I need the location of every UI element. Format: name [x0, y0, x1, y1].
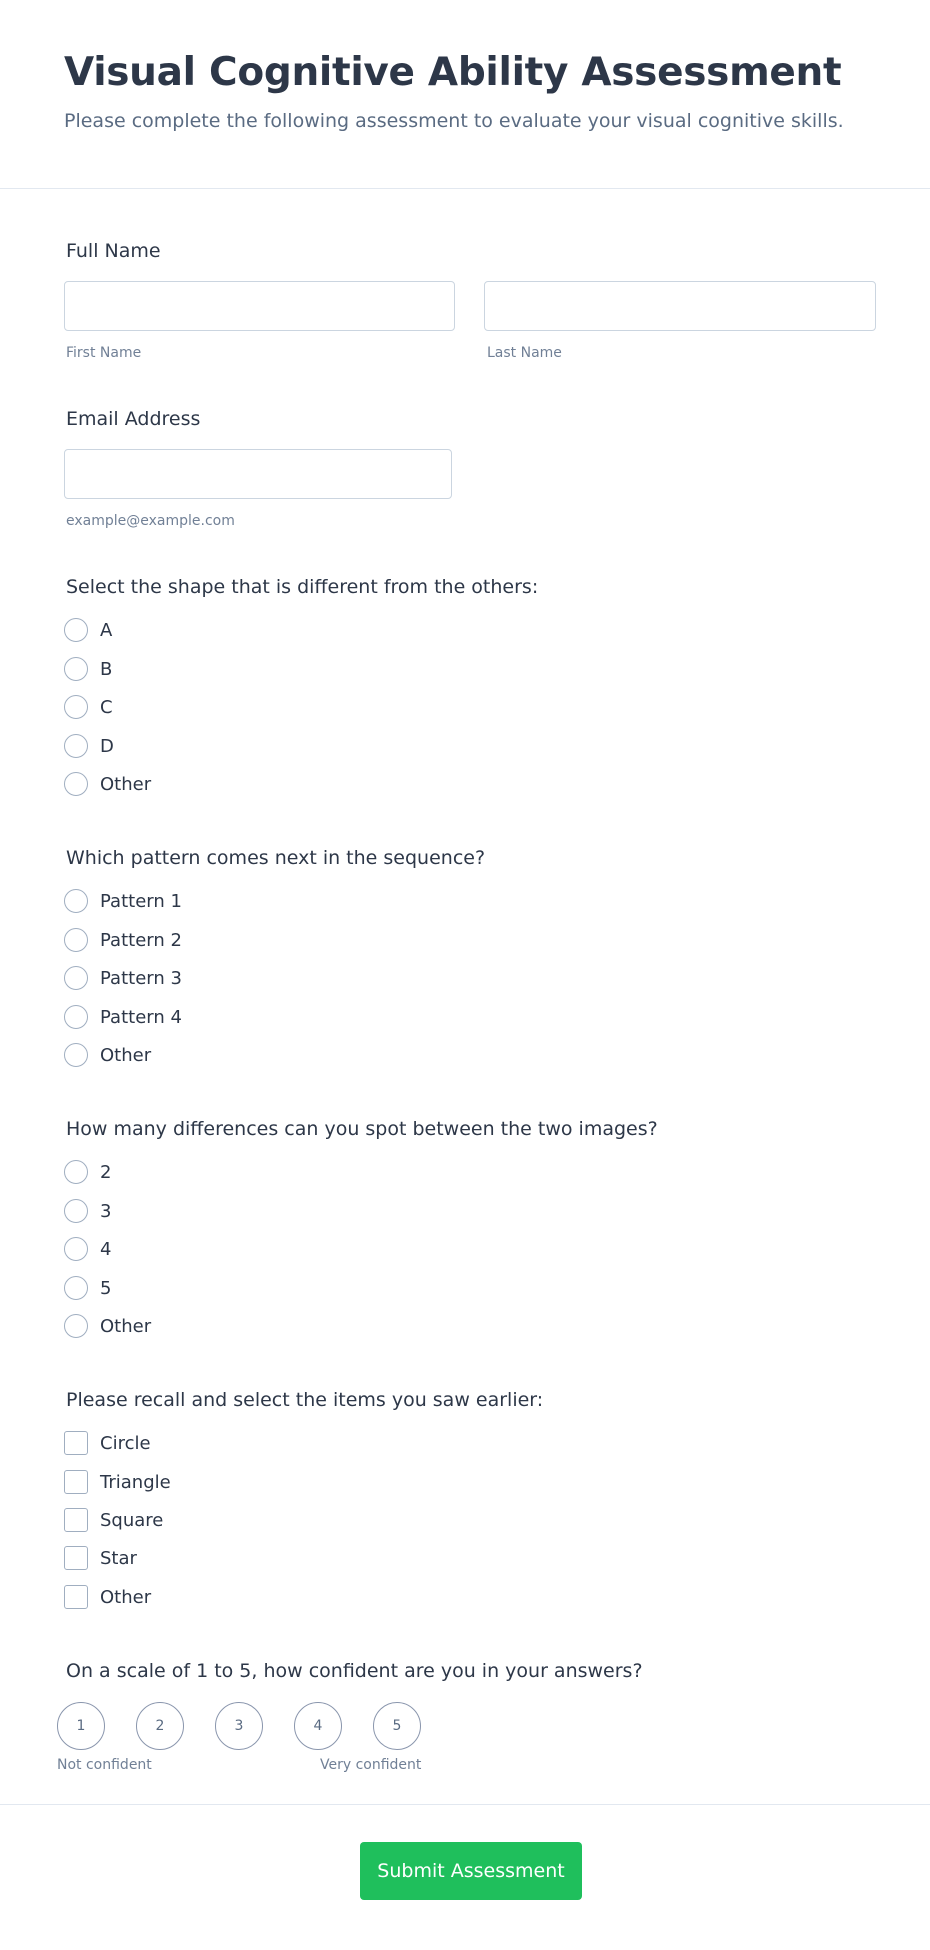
radio-button[interactable]: [64, 772, 88, 796]
q2-option-4[interactable]: [64, 1004, 464, 1030]
option-label: Other: [100, 1315, 152, 1337]
scale-min-caption: Not confident: [57, 1757, 152, 1773]
scale-option-3[interactable]: 3: [215, 1702, 263, 1750]
option-label: 4: [100, 1238, 112, 1260]
option-label: Pattern 4: [100, 1006, 182, 1028]
q4-option-square[interactable]: [64, 1507, 464, 1533]
q4-option-triangle[interactable]: [64, 1469, 464, 1495]
option-label: Other: [100, 1586, 152, 1608]
checkbox[interactable]: [64, 1585, 88, 1609]
option-label: Star: [100, 1547, 137, 1569]
radio-button[interactable]: [64, 1276, 88, 1300]
option-label: Pattern 1: [100, 890, 182, 912]
first-name-sublabel: First Name: [66, 345, 142, 361]
q1-option-b[interactable]: [64, 656, 464, 682]
q4-option-circle[interactable]: [64, 1430, 464, 1456]
option-label: Circle: [100, 1432, 151, 1454]
option-label: C: [100, 696, 113, 718]
radio-button[interactable]: [64, 1314, 88, 1338]
footer-divider: [0, 1804, 930, 1805]
q3-option-2[interactable]: [64, 1159, 464, 1185]
q1-option-a[interactable]: [64, 617, 464, 643]
option-label: A: [100, 619, 113, 641]
q2-option-1[interactable]: [64, 888, 464, 914]
scale-option-4[interactable]: 4: [294, 1702, 342, 1750]
option-label: Triangle: [100, 1471, 171, 1493]
radio-button[interactable]: [64, 618, 88, 642]
option-label: Pattern 3: [100, 967, 182, 989]
checkbox[interactable]: [64, 1508, 88, 1532]
q4-label: Please recall and select the items you saw earlier:: [66, 1389, 544, 1411]
radio-button[interactable]: [64, 695, 88, 719]
last-name-sublabel: Last Name: [487, 345, 562, 361]
q1-label: Select the shape that is different from the others:: [66, 576, 539, 598]
q2-option-3[interactable]: [64, 965, 464, 991]
scale-option-5[interactable]: 5: [373, 1702, 421, 1750]
q4-option-other[interactable]: [64, 1584, 464, 1610]
radio-button[interactable]: [64, 1005, 88, 1029]
option-label: 2: [100, 1161, 112, 1183]
q2-option-other[interactable]: [64, 1042, 464, 1068]
radio-button[interactable]: [64, 657, 88, 681]
option-label: Pattern 2: [100, 929, 182, 951]
option-label: Other: [100, 773, 152, 795]
radio-button[interactable]: [64, 1160, 88, 1184]
email-sublabel: example@example.com: [66, 513, 235, 529]
option-label: Other: [100, 1044, 152, 1066]
first-name-input[interactable]: [64, 281, 455, 331]
scale-max-caption: Very confident: [320, 1757, 422, 1773]
scale-option-2[interactable]: 2: [136, 1702, 184, 1750]
email-label: Email Address: [66, 408, 201, 430]
radio-button[interactable]: [64, 734, 88, 758]
option-label: B: [100, 658, 113, 680]
page-subtitle: Please complete the following assessment to evaluate your visual cognitive skills.: [64, 110, 844, 132]
checkbox[interactable]: [64, 1470, 88, 1494]
option-label: 5: [100, 1277, 112, 1299]
radio-button[interactable]: [64, 1237, 88, 1261]
radio-button[interactable]: [64, 889, 88, 913]
q3-option-other[interactable]: [64, 1313, 464, 1339]
q3-option-4[interactable]: [64, 1236, 464, 1262]
option-label: D: [100, 735, 114, 757]
q3-option-5[interactable]: [64, 1275, 464, 1301]
submit-button[interactable]: Submit Assessment: [360, 1842, 582, 1900]
radio-button[interactable]: [64, 1199, 88, 1223]
full-name-label: Full Name: [66, 240, 161, 262]
q5-label: On a scale of 1 to 5, how confident are you in your answers?: [66, 1660, 643, 1682]
page-title: Visual Cognitive Ability Assessment: [64, 50, 842, 95]
q3-label: How many differences can you spot between the two images?: [66, 1118, 658, 1140]
radio-button[interactable]: [64, 928, 88, 952]
q3-option-3[interactable]: [64, 1198, 464, 1224]
q1-option-c[interactable]: [64, 694, 464, 720]
scale-option-1[interactable]: 1: [57, 1702, 105, 1750]
last-name-input[interactable]: [484, 281, 876, 331]
checkbox[interactable]: [64, 1546, 88, 1570]
option-label: Square: [100, 1509, 164, 1531]
email-field[interactable]: [64, 449, 452, 499]
q2-label: Which pattern comes next in the sequence?: [66, 847, 486, 869]
form-header: [0, 0, 930, 189]
q1-option-other[interactable]: [64, 771, 464, 797]
q1-option-d[interactable]: [64, 733, 464, 759]
q2-option-2[interactable]: [64, 927, 464, 953]
option-label: 3: [100, 1200, 112, 1222]
q4-option-star[interactable]: [64, 1545, 464, 1571]
radio-button[interactable]: [64, 1043, 88, 1067]
radio-button[interactable]: [64, 966, 88, 990]
checkbox[interactable]: [64, 1431, 88, 1455]
